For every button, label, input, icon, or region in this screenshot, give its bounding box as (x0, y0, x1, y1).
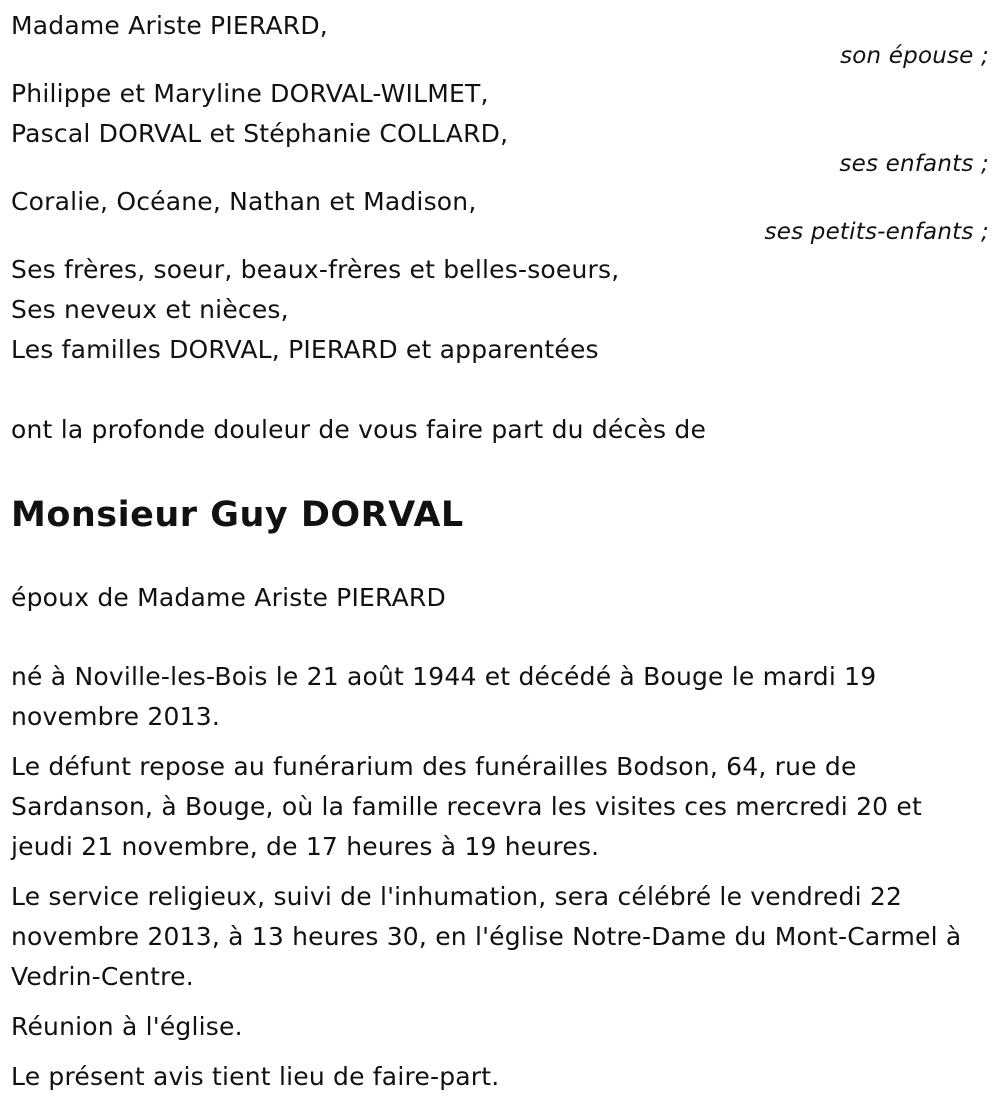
spouse-of-text: époux de Madame Ariste PIERARD (11, 583, 446, 612)
visitation-paragraph: Le défunt repose au funérarium des funérailles Bodson, 64, rue de Sardanson, à Bouge, où la famille recevra les visites ces mercredi 20 et jeudi 21 novembre, de 17 heures à 19 heures. (11, 752, 923, 861)
children-role: ses enfants ; (839, 151, 989, 177)
announcement-text: ont la profonde douleur de vous faire part du décès de (11, 415, 707, 444)
grandchildren-group (11, 182, 989, 243)
relatives-line: Ses frères, soeur, beaux-frères et belles-soeurs, (11, 255, 620, 284)
wife-role: son épouse ; (840, 43, 989, 69)
grandchildren-role: ses petits-enfants ; (764, 219, 989, 245)
birth-death-paragraph: né à Noville-les-Bois le 21 août 1944 et décédé à Bouge le mardi 19 novembre 2013. (11, 662, 877, 731)
children-group (11, 74, 989, 175)
wife-name: Madame Ariste PIERARD, (11, 11, 328, 40)
notice-paragraph: Le présent avis tient lieu de faire-part. (11, 1062, 500, 1091)
child-line: Pascal DORVAL et Stéphanie COLLARD, (11, 119, 509, 148)
relatives-line: Les familles DORVAL, PIERARD et apparentées (11, 335, 599, 364)
meeting-paragraph: Réunion à l'église. (11, 1012, 243, 1041)
wife-group (11, 6, 989, 67)
obituary-notice (11, 6, 989, 1107)
deceased-name: Monsieur Guy DORVAL (11, 495, 464, 535)
grandchildren-names: Coralie, Océane, Nathan et Madison, (11, 187, 477, 216)
service-paragraph: Le service religieux, suivi de l'inhumation, sera célébré le vendredi 22 novembre 2013, à 13 heures 30, en l'église Notre-Dame du Mont-Carmel à Vedrin-Centre. (11, 882, 962, 991)
relatives-group (11, 250, 989, 370)
relatives-line: Ses neveux et nièces, (11, 295, 289, 324)
child-line: Philippe et Maryline DORVAL-WILMET, (11, 79, 489, 108)
